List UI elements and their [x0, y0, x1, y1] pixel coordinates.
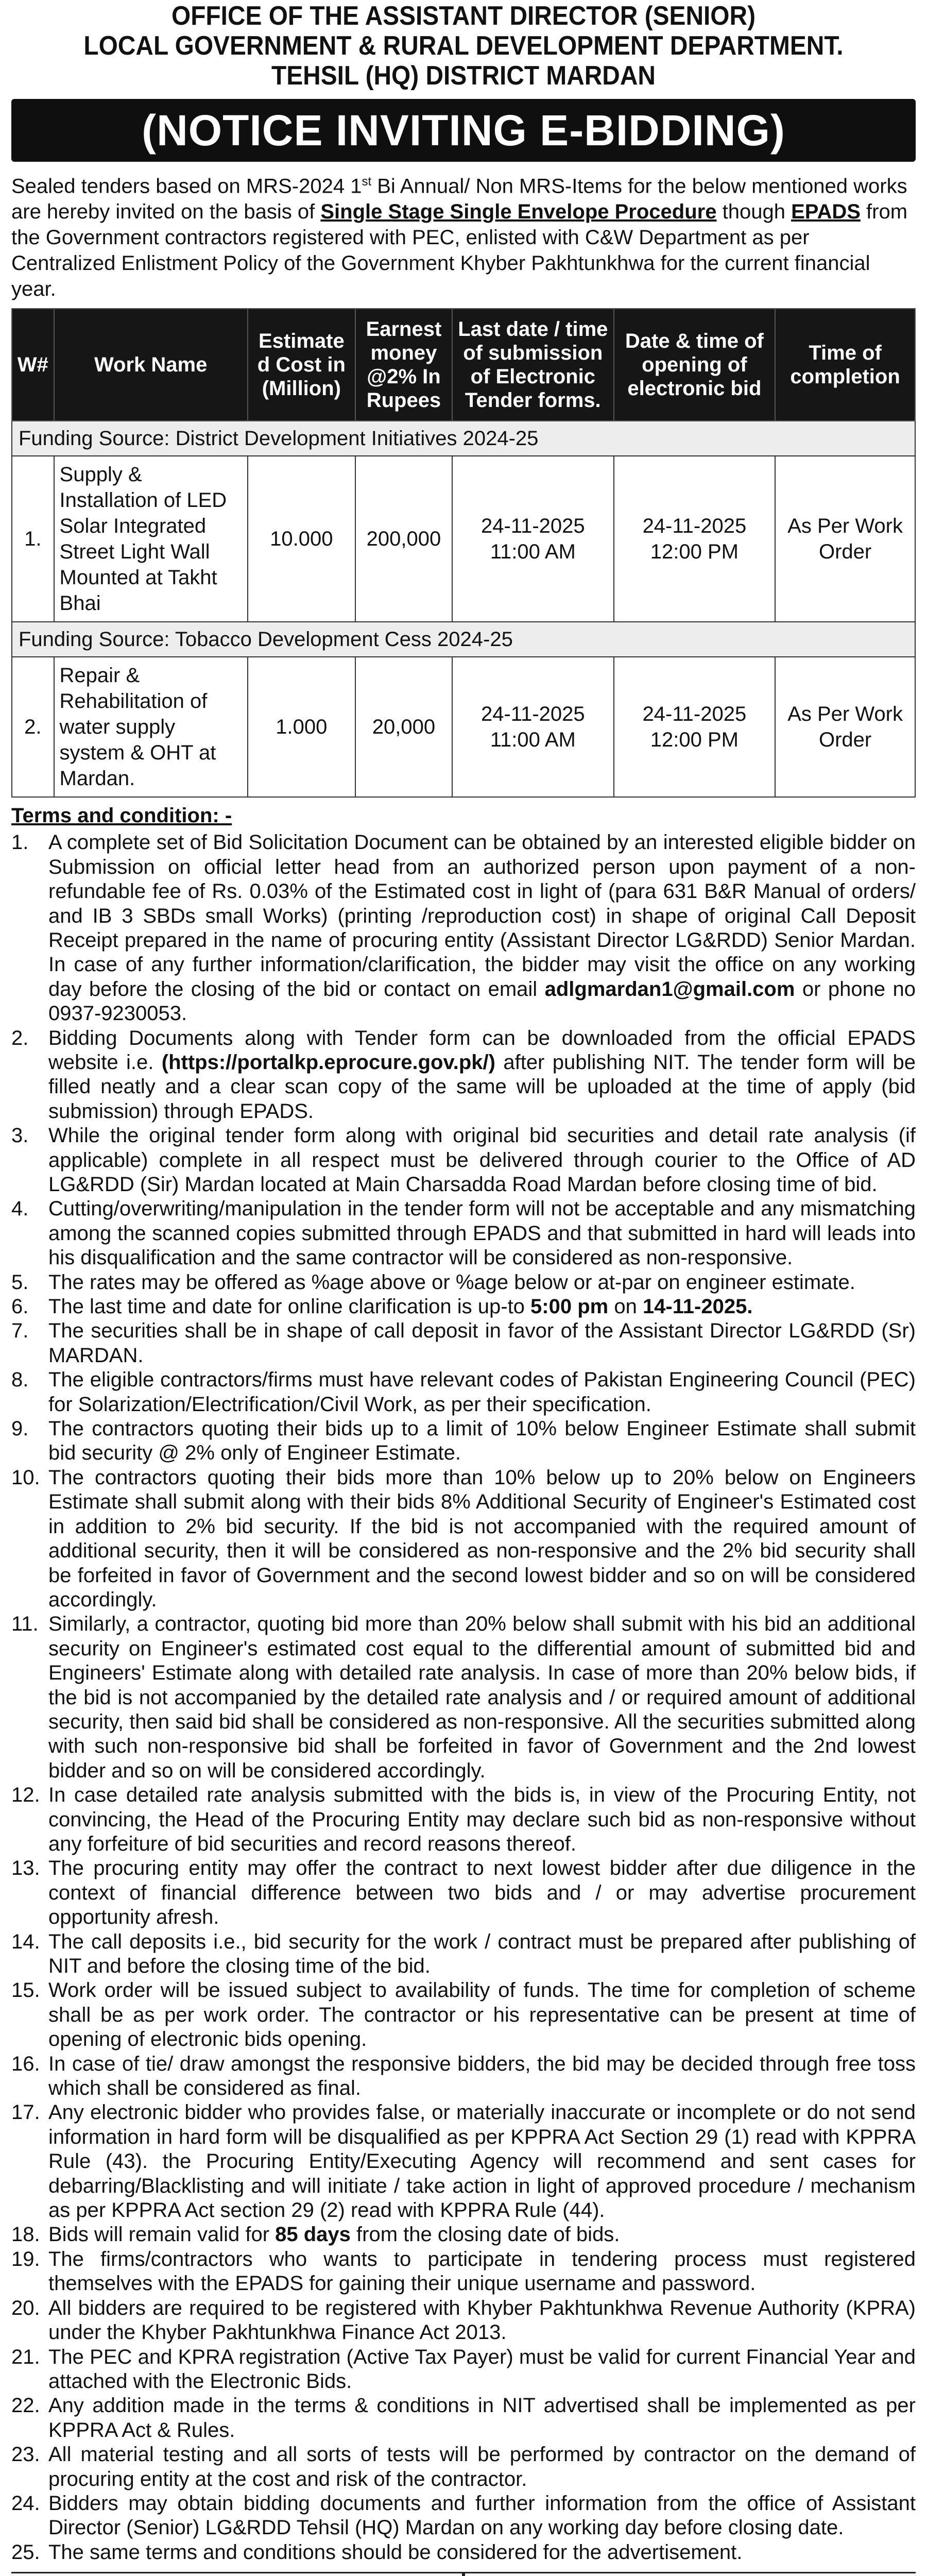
last-date-cell: [452, 456, 614, 622]
intro-paragraph: [11, 169, 916, 302]
term-item: [11, 1930, 916, 1979]
term-emphasis: adlgmardan1@gmail.com: [544, 977, 795, 1001]
term-item: [11, 2296, 916, 2345]
term-segment: In case detailed rate analysis submitted with the bids is, in view of the Procuring Entity, not convincing, the Head of the Procuring Entity may declare such bid as non-responsive without any forfeiture of bid securities and record reasons thereof.: [48, 1784, 916, 1855]
completion-time: As Per Work Order: [775, 657, 915, 797]
term-text: [48, 1783, 916, 1856]
term-emphasis: 14-11-2025.: [642, 1295, 753, 1318]
term-item: [11, 2247, 916, 2296]
opening-date: 24-11-2025: [642, 515, 747, 538]
term-item: [11, 1978, 916, 2052]
notice-banner: (NOTICE INVITING E-BIDDING): [11, 99, 916, 162]
term-number: 19.: [11, 2247, 40, 2270]
term-number: 10.: [11, 1466, 40, 1489]
work-name: Supply & Installation of LED Solar Integrated Street Light Wall Mounted at Takht Bhai: [54, 456, 248, 622]
term-item: [11, 2345, 916, 2394]
term-item: [11, 2540, 916, 2565]
term-segment: Any addition made in the terms & conditions in NIT advertised shall be implemented as per KPPRA Act & Rules.: [48, 2394, 916, 2442]
term-text: [48, 1026, 916, 1124]
intro-superscript: st: [362, 175, 372, 189]
term-text: [48, 1124, 916, 1197]
term-item: [11, 1197, 916, 1270]
work-number: 2.: [12, 657, 54, 797]
term-text: [48, 2223, 916, 2247]
term-item: [11, 1319, 916, 1368]
term-number: 23.: [11, 2443, 40, 2466]
col-header-wno: W#: [12, 309, 54, 421]
term-number: 12.: [11, 1784, 40, 1807]
term-text: [48, 2443, 916, 2492]
term-text: [48, 1930, 916, 1979]
term-text: [48, 831, 916, 1026]
term-segment: Bidders may obtain bidding documents and further information from the office of Assistant Director (Senior) LG&RDD Tehsil (HQ) Mardan on any working day before closing date.: [48, 2492, 916, 2539]
term-item: [11, 1612, 916, 1783]
term-text: [48, 1319, 916, 1368]
term-segment: All material testing and all sorts of tests will be performed by contractor on the demand of procuring entity at the cost and risk of the contractor.: [48, 2443, 916, 2490]
intro-text: though: [716, 200, 792, 224]
term-number: 3.: [11, 1124, 29, 1147]
term-number: 21.: [11, 2345, 40, 2368]
intro-text: from the Government contractors registered with PEC, enlisted with C&W Department as per Centralized Enlistment Policy of the Government Khyber Pakhtunkhwa for the current financial year.: [11, 200, 908, 301]
epads-label: EPADS: [791, 200, 861, 224]
term-segment: All bidders are required to be registered with Khyber Pakhtunkhwa Revenue Authority (KPRA) under the Khyber Pakhtunkhwa Finance Act 2013.: [48, 2296, 916, 2344]
term-item: [11, 1417, 916, 1466]
term-segment: The last time and date for online clarification is up-to: [48, 1295, 531, 1318]
term-text: [48, 1368, 916, 1417]
term-item: [11, 1856, 916, 1929]
funding-row: [12, 622, 915, 657]
term-number: 16.: [11, 2052, 40, 2075]
term-number: 4.: [11, 1197, 29, 1221]
term-segment: after publishing NIT. The tender form will be filled neatly and a clear scan copy of the same will be uploaded at the time of apply (bid submission) through EPADS.: [48, 1050, 916, 1123]
works-table: [11, 308, 916, 798]
term-text: [48, 1612, 916, 1783]
term-item: [11, 1466, 916, 1612]
term-segment: A complete set of Bid Solicitation Document can be obtained by an interested eligible bidder on Submission on official letter head from an authorized person upon payment of a non-refundable fee of Rs. 0.03% of the Estimated cost in light of (para 631 B&R Manual of orders/ and IB 3 SBDs small Works) (printing /reproduction cost) in shape of original Call Deposit Receipt prepared in the name of procuring entity (Assistant Director LG&RDD) Senior Mardan. In case of any further information/clarification, the bidder may visit the office on any working day before the closing of the bid or contact on email: [48, 831, 916, 1001]
term-item: [11, 1368, 916, 1417]
term-item: [11, 1124, 916, 1197]
estimated-cost: 10.000: [248, 456, 355, 622]
term-number: 17.: [11, 2101, 40, 2124]
term-item: [11, 2492, 916, 2540]
term-number: 8.: [11, 1368, 29, 1392]
term-text: [48, 2247, 916, 2296]
term-text: [48, 1856, 916, 1929]
term-item: [11, 2443, 916, 2492]
terms-list: [11, 831, 916, 2565]
term-segment: Work order will be issued subject to availability of funds. The time for completion of scheme shall be as per work order. The contractor or his representative can be present at time of opening of electronic bids opening.: [48, 1979, 916, 2051]
col-header-estimated-cost: Estimate d Cost in (Million): [248, 309, 355, 421]
term-segment: The firms/contractors who wants to participate in tendering process must registered themselves with the EPADS for gaining their unique username and password.: [48, 2247, 916, 2295]
term-segment: The contractors quoting their bids up to a limit of 10% below Engineer Estimate shall submit bid security @ 2% only of Engineer Estimate.: [48, 1417, 916, 1465]
term-text: [48, 2492, 916, 2540]
opening-date-cell: [614, 657, 776, 797]
earnest-money: 20,000: [355, 657, 452, 797]
term-number: 14.: [11, 1930, 40, 1953]
terms-heading: Terms and condition: -: [11, 804, 232, 827]
term-number: 15.: [11, 1979, 40, 2002]
opening-time: 12:00 PM: [650, 540, 739, 564]
term-number: 9.: [11, 1417, 29, 1440]
col-header-completion: Time of completion: [775, 309, 915, 421]
col-header-earnest-money: Earnest money @2% In Rupees: [355, 309, 452, 421]
term-emphasis: 85 days: [275, 2223, 351, 2246]
term-item: [11, 2394, 916, 2443]
opening-date: 24-11-2025: [642, 703, 747, 726]
estimated-cost: 1.000: [248, 657, 355, 797]
signature-left: [11, 2573, 460, 2576]
term-number: 5.: [11, 1270, 29, 1294]
term-segment: The securities shall be in shape of call deposit in favor of the Assistant Director LG&RDD (Sr) MARDAN.: [48, 1319, 916, 1367]
term-segment: In case of tie/ draw amongst the responsive bidders, the bid may be decided through free toss which shall be considered as final.: [48, 2052, 916, 2100]
term-segment: While the original tender form along with original bid securities and detail rate analysis (if applicable) complete in all respect must be delivered through courier to the Office of AD LG&RDD (Sir) Mardan located at Main Charsadda Road Mardan before closing time of bid.: [48, 1124, 916, 1196]
term-text: [48, 1978, 916, 2052]
district-title: TEHSIL (HQ) DISTRICT MARDAN: [271, 61, 656, 91]
term-number: 1.: [11, 831, 29, 854]
col-header-work-name: Work Name: [54, 309, 248, 421]
office-title: OFFICE OF THE ASSISTANT DIRECTOR (SENIOR): [171, 1, 756, 31]
term-segment: Similarly, a contractor, quoting bid more than 20% below shall submit with his bid an additional security on Engineer's estimated cost equal to the differential amount of submitted bid and Engineers' Estimate along with detailed rate analysis. In case of more than 20% below bids, if the bid is not accompanied by the detailed rate analysis and / or required amount of additional security, then said bid shall be considered as non-responsive. All the securities submitted along with such non-responsive bid shall be forfeited in favor of Government and the 2nd lowest bidder and so on will be considered accordingly.: [48, 1613, 916, 1782]
term-number: 7.: [11, 1319, 29, 1343]
term-number: 25.: [11, 2540, 40, 2564]
col-header-opening-date: Date & time of opening of electronic bid: [614, 309, 776, 421]
term-text: [48, 2345, 916, 2394]
signature-right: [467, 2573, 916, 2576]
department-title: LOCAL GOVERNMENT & RURAL DEVELOPMENT DEPARTMENT.: [83, 31, 844, 61]
term-item: [11, 2052, 916, 2101]
last-date: 24-11-2025: [480, 703, 585, 726]
term-text: [48, 1466, 916, 1612]
procedure-name: Single Stage Single Envelope Procedure: [320, 200, 717, 224]
opening-time: 12:00 PM: [650, 728, 739, 752]
last-date-cell: [452, 657, 614, 797]
term-segment: The rates may be offered as %age above or %age below or at-par on engineer estimate.: [48, 1270, 855, 1294]
term-text: [48, 2296, 916, 2345]
term-number: 6.: [11, 1295, 29, 1318]
term-item: [11, 1270, 916, 1295]
term-item: [11, 1295, 916, 1319]
term-number: 13.: [11, 1857, 40, 1880]
term-item: [11, 1026, 916, 1124]
term-item: [11, 1783, 916, 1856]
term-item: [11, 2223, 916, 2247]
term-segment: Cutting/overwriting/manipulation in the tender form will not be acceptable and any mismatching among the scanned copies submitted through EPADS and that submitted in hard will leads into his disqualification and the same contractor will be considered as non-responsive.: [48, 1197, 916, 1269]
intro-text: Sealed tenders based on MRS-2024 1: [11, 175, 362, 198]
term-number: 2.: [11, 1026, 29, 1049]
work-name: Repair & Rehabilitation of water supply system & OHT at Mardan.: [54, 657, 248, 797]
last-time: 11:00 AM: [490, 728, 576, 752]
term-item: [11, 2100, 916, 2223]
term-number: 24.: [11, 2492, 40, 2515]
term-text: [48, 1270, 916, 1295]
term-number: 22.: [11, 2394, 40, 2417]
term-segment: The contractors quoting their bids more than 10% below up to 20% below on Engineers Estimate shall submit along with their bids 8% Additional Security of Engineer's Estimated cost in addition to 2% bid security. If the bid is not accompanied with the required amount of additional security, then it will be considered as non-responsive and the 2% bid security shall be forfeited in favor of Government and the second lowest bidder and so on will be considered accordingly.: [48, 1466, 916, 1611]
term-segment: from the closing date of bids.: [350, 2223, 620, 2246]
term-segment: Bids will remain valid for: [48, 2223, 276, 2246]
term-segment: The call deposits i.e., bid security for the work / contract must be prepared after publishing of NIT and before the closing time of the bid.: [48, 1930, 916, 1978]
last-time: 11:00 AM: [490, 540, 576, 564]
signature-block: [11, 2572, 916, 2576]
term-text: [48, 1197, 916, 1270]
funding-source: Funding Source: District Development Initiatives 2024-25: [12, 421, 915, 456]
table-header-row: [12, 309, 915, 421]
signature-divider: [462, 2573, 465, 2576]
term-text: [48, 1417, 916, 1466]
term-segment: The same terms and conditions should be considered for the advertisement.: [48, 2540, 743, 2564]
completion-time: As Per Work Order: [775, 456, 915, 622]
term-segment: Bidding Documents along with Tender form can be downloaded from the official EPADS website i.e.: [48, 1026, 916, 1074]
term-text: [48, 2394, 916, 2443]
term-segment: The PEC and KPRA registration (Active Tax Payer) must be valid for current Financial Year and attached with the Electronic Bids.: [48, 2345, 916, 2393]
term-text: [48, 1295, 916, 1319]
intro-text: Bi Annual/ Non MRS-Items for the below mentioned works are hereby invited on the basis of: [11, 175, 907, 224]
term-number: 20.: [11, 2296, 40, 2319]
term-segment: The procuring entity may offer the contract to next lowest bidder after due diligence in the context of financial difference between two bids and / or may advertise procurement opportunity afresh.: [48, 1857, 916, 1929]
col-header-last-date: Last date / time of submission of Electronic Tender forms.: [452, 309, 614, 421]
term-text: [48, 2100, 916, 2223]
work-number: 1.: [12, 456, 54, 622]
funding-source: Funding Source: Tobacco Development Cess 2024-25: [12, 622, 915, 657]
term-segment: on: [608, 1295, 643, 1318]
term-segment: or phone no 0937-9230053.: [48, 977, 916, 1025]
last-date: 24-11-2025: [480, 515, 585, 538]
earnest-money: 200,000: [355, 456, 452, 622]
funding-row: [12, 421, 915, 456]
table-row: [12, 657, 915, 797]
table-row: [12, 456, 915, 622]
term-number: 18.: [11, 2223, 40, 2246]
term-emphasis: 5:00 pm: [530, 1295, 609, 1318]
term-text: [48, 2540, 916, 2565]
term-text: [48, 2052, 916, 2101]
term-emphasis: (https://portalkp.eprocure.gov.pk/): [161, 1050, 495, 1074]
opening-date-cell: [614, 456, 776, 622]
term-item: [11, 831, 916, 1026]
term-number: 11.: [11, 1613, 39, 1636]
term-segment: The eligible contractors/firms must have relevant codes of Pakistan Engineering Council (PEC) for Solarization/Electrification/Civil Work, as per their specification.: [48, 1368, 916, 1416]
term-segment: Any electronic bidder who provides false, or materially inaccurate or incomplete or do not send information in hard form will be disqualified as per KPPRA Act Section 29 (1) read with KPPRA Rule (43). the Procuring Entity/Executing Agency will recommend and sent cases for debarring/Blacklisting and will initiate / take action in light of approved procedure / mechanism as per KPPRA Act section 29 (2) read with KPPRA Rule (44).: [48, 2101, 916, 2222]
